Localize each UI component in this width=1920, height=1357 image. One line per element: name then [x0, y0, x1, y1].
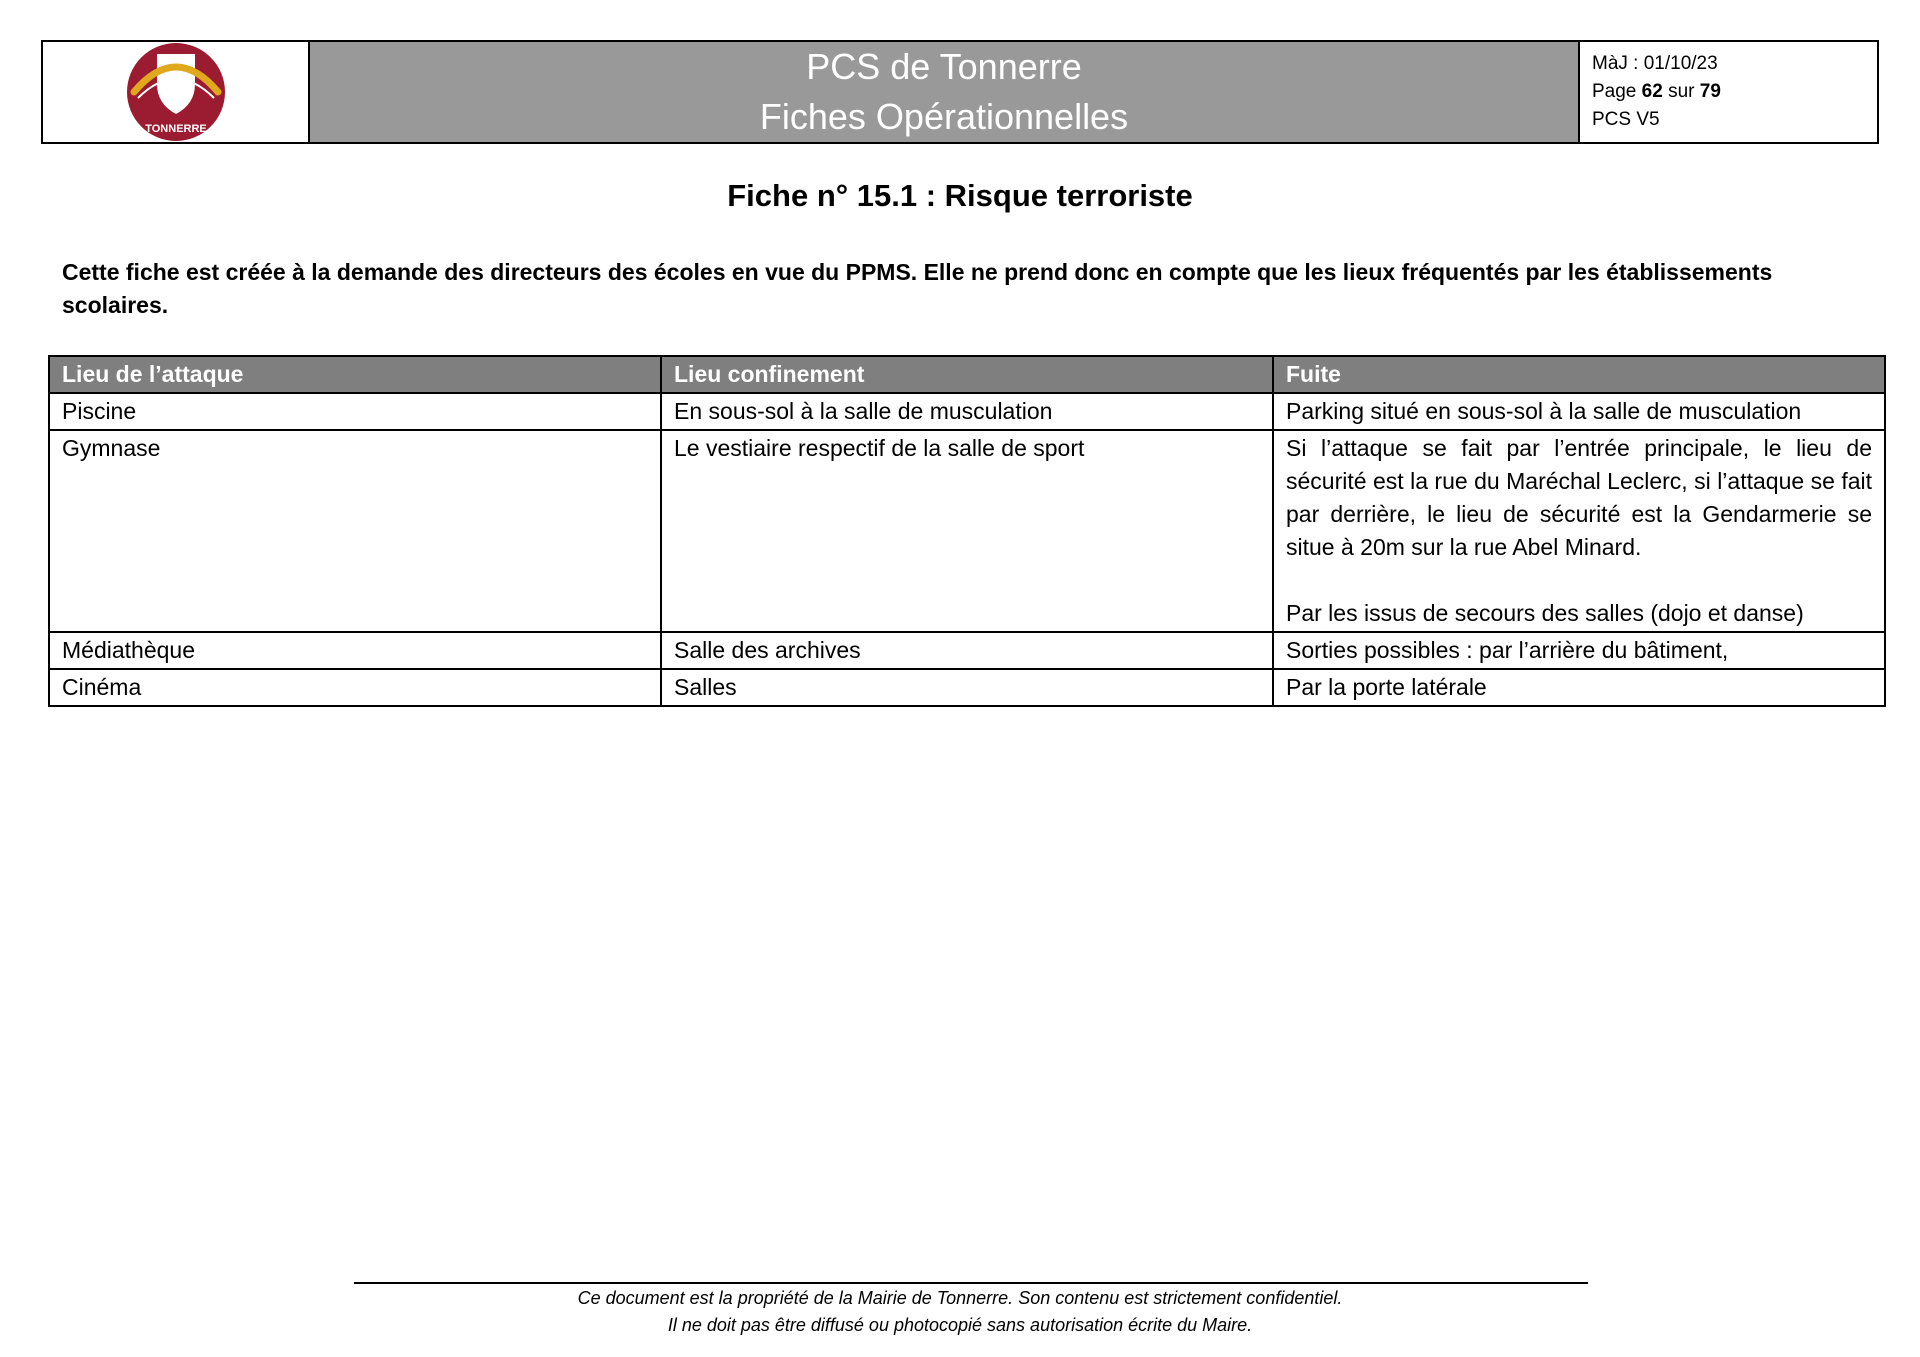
header-title-line1: PCS de Tonnerre — [806, 46, 1082, 87]
header-meta — [1580, 42, 1877, 142]
cell-confinement: En sous-sol à la salle de musculation — [661, 393, 1273, 430]
footer-divider — [354, 1282, 1588, 1284]
cell-fuite — [1273, 430, 1885, 632]
cell-fuite: Par la porte latérale — [1273, 669, 1885, 706]
tonnerre-logo-icon — [124, 42, 228, 142]
column-header-confinement: Lieu confinement — [661, 356, 1273, 393]
operations-table — [48, 355, 1886, 707]
header-title — [310, 42, 1580, 142]
page-number: Page 62 sur 79 — [1592, 81, 1721, 102]
cell-lieu: Médiathèque — [49, 632, 661, 669]
logo-cell — [43, 42, 310, 142]
page-footer — [0, 1285, 1920, 1339]
cell-confinement: Salles — [661, 669, 1273, 706]
column-header-lieu: Lieu de l’attaque — [49, 356, 661, 393]
cell-fuite: Sorties possibles : par l’arrière du bâtiment, — [1273, 632, 1885, 669]
page-header — [41, 40, 1879, 144]
cell-confinement: Le vestiaire respectif de la salle de sport — [661, 430, 1273, 632]
version: PCS V5 — [1592, 109, 1660, 130]
footer-line1: Ce document est la propriété de la Mairie de Tonnerre. Son contenu est strictement confidentiel. — [577, 1288, 1343, 1308]
cell-lieu: Piscine — [49, 393, 661, 430]
logo-text: TONNERRE — [144, 123, 207, 135]
update-date: MàJ : 01/10/23 — [1592, 53, 1718, 74]
table-header-row — [49, 356, 1885, 393]
intro-paragraph: Cette fiche est créée à la demande des directeurs des écoles en vue du PPMS. Elle ne prend donc en compte que les lieux fréquentés par les établissements scolaires. — [62, 259, 1773, 318]
cell-lieu: Cinéma — [49, 669, 661, 706]
cell-confinement: Salle des archives — [661, 632, 1273, 669]
table-row — [49, 632, 1885, 669]
cell-fuite: Parking situé en sous-sol à la salle de musculation — [1273, 393, 1885, 430]
table-row — [49, 393, 1885, 430]
cell-lieu: Gymnase — [49, 430, 661, 632]
table-row — [49, 669, 1885, 706]
header-title-line2: Fiches Opérationnelles — [759, 96, 1129, 137]
footer-line2: Il ne doit pas être diffusé ou photocopié sans autorisation écrite du Maire. — [667, 1315, 1253, 1335]
cell-fuite-text: Si l’attaque se fait par l’entrée principale, le lieu de sécurité est la rue du Maréchal Leclerc, si l’attaque se fait par derrière, le lieu de sécurité est la Gendarmerie se situe à 20m sur la rue Abel Minard. — [1286, 435, 1872, 560]
cell-fuite-extra: Par les issus de secours des salles (dojo et danse) — [1286, 600, 1804, 626]
fiche-title: Fiche n° 15.1 : Risque terroriste — [727, 178, 1193, 213]
table-row — [49, 430, 1885, 632]
column-header-fuite: Fuite — [1273, 356, 1885, 393]
